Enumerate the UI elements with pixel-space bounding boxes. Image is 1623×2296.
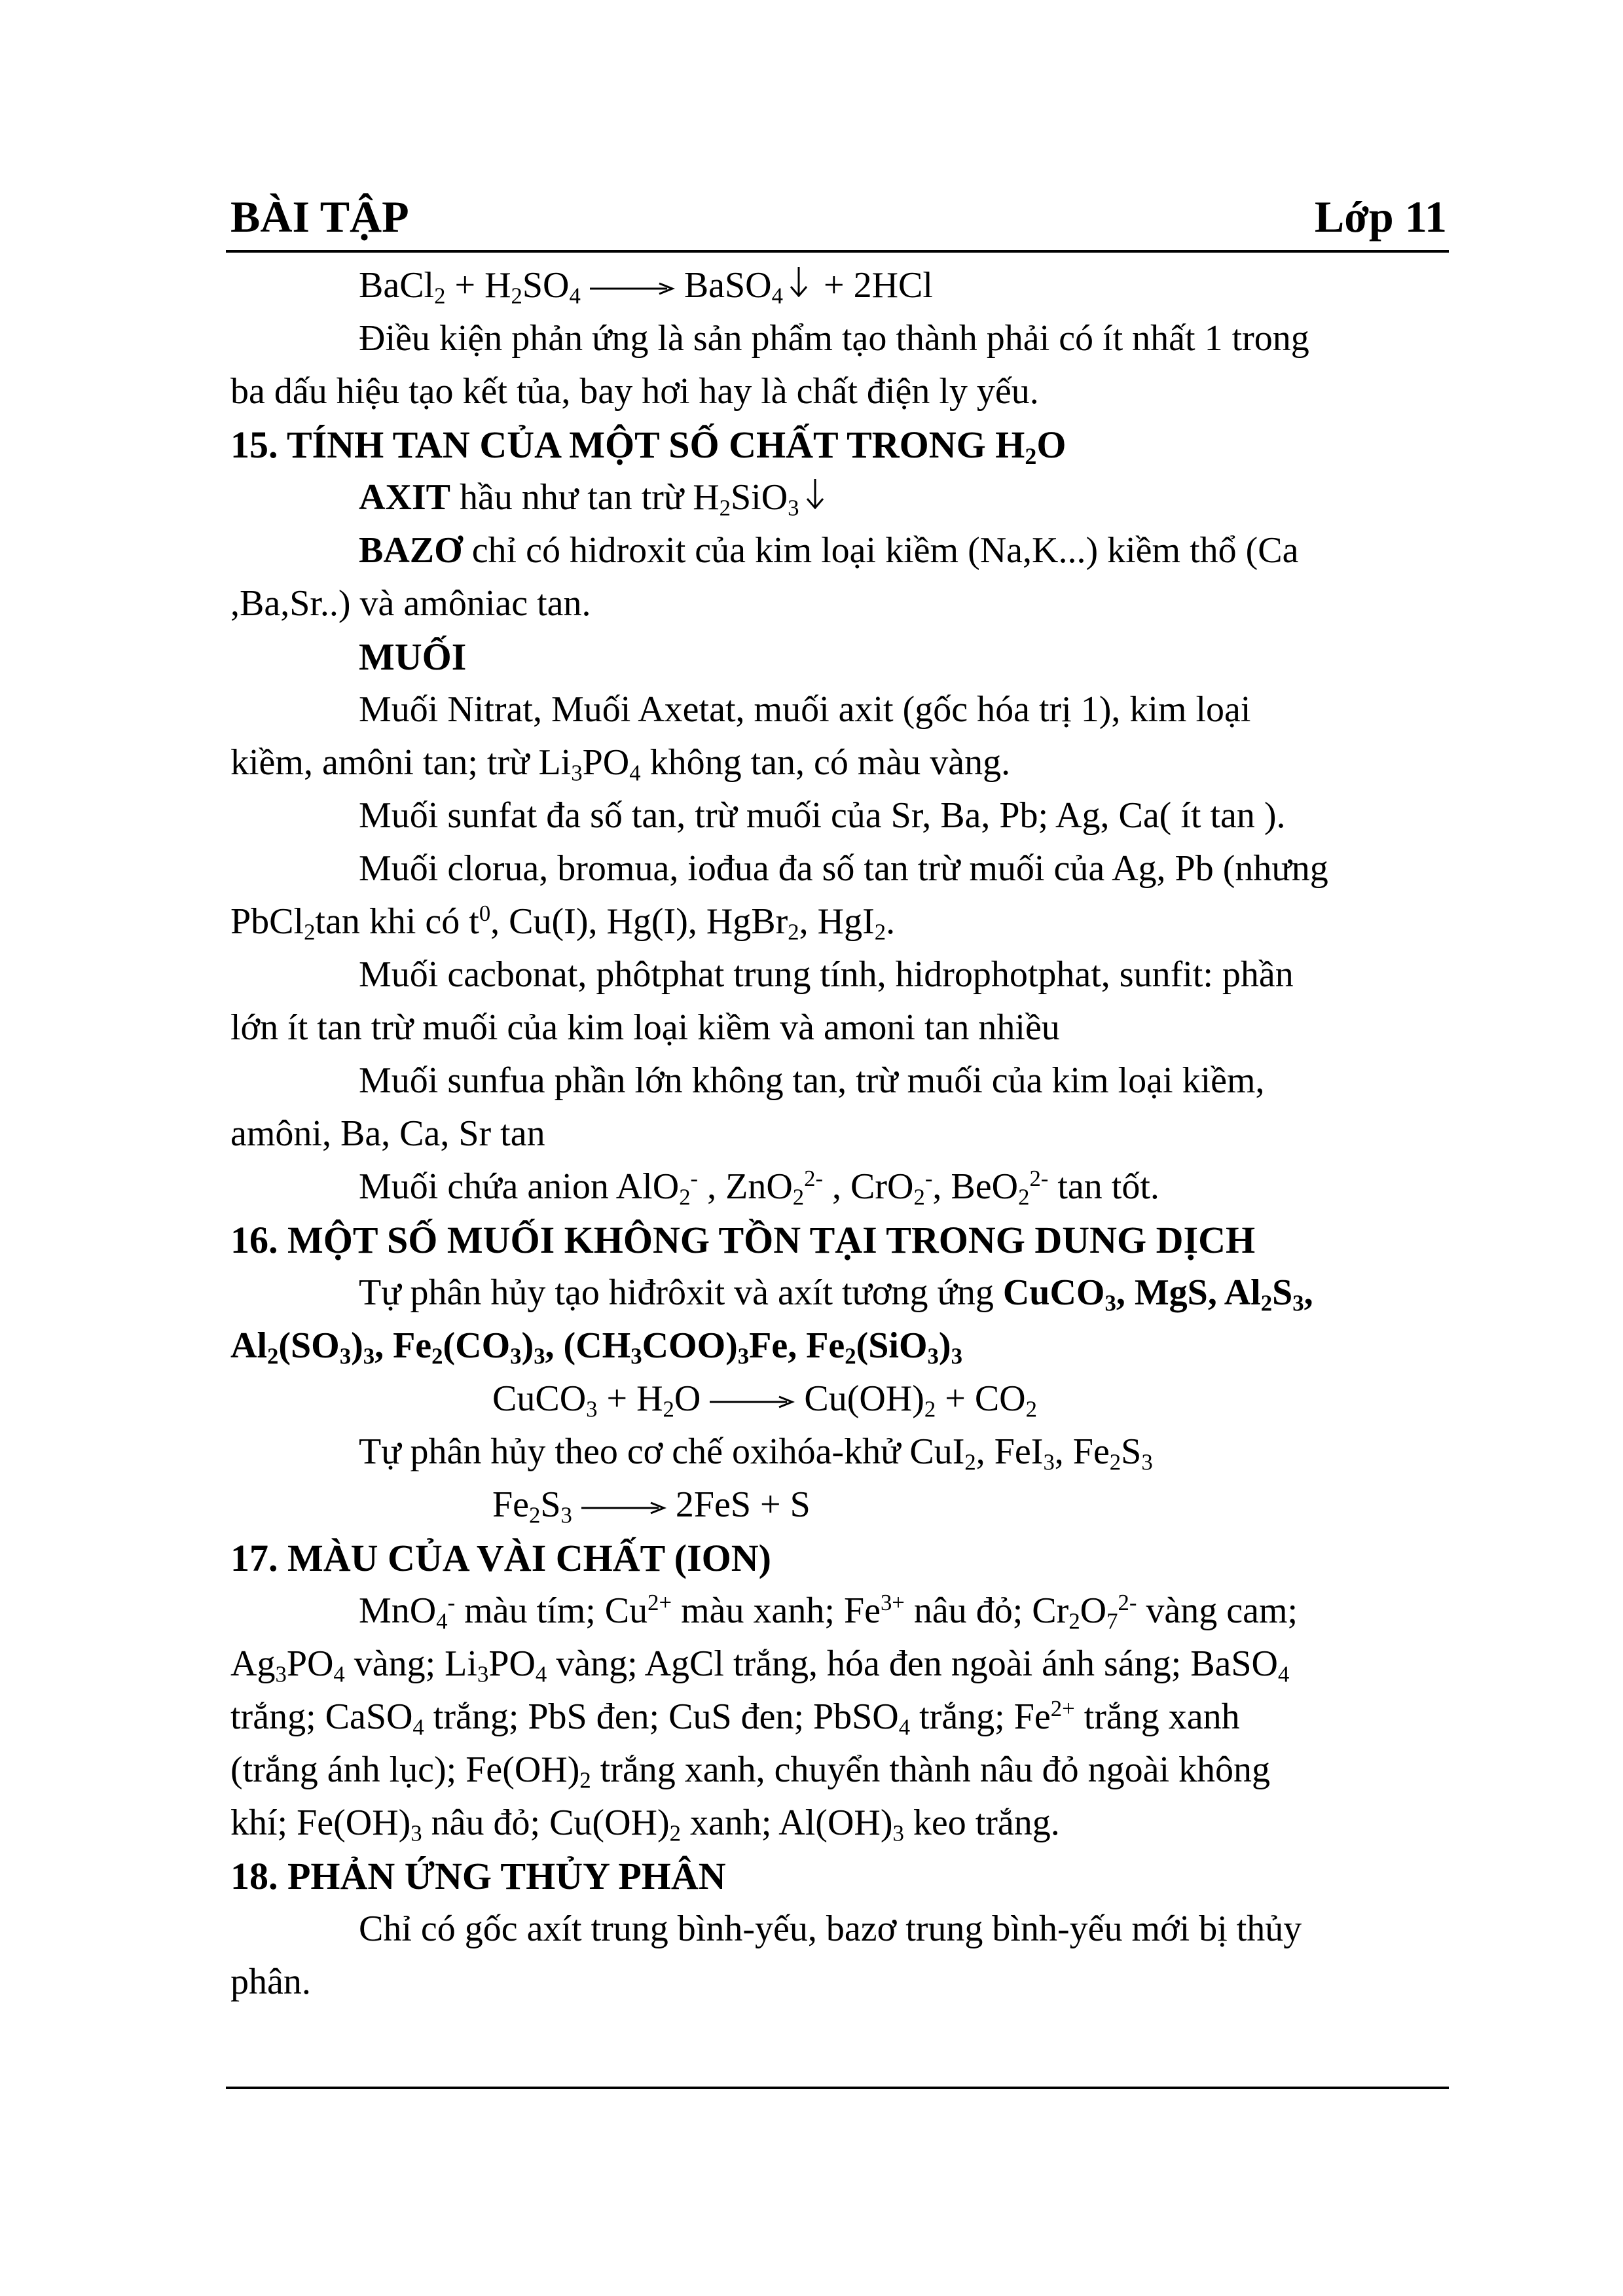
paragraph-line: Điều kiện phản ứng là sản phẩm tạo thành phải có ít nhất 1 trong <box>359 318 1309 359</box>
paragraph-line: ,Ba,Sr..) và amôniac tan. <box>230 583 591 624</box>
subheading-muoi: MUỐI <box>359 636 467 678</box>
paragraph-line: ba dấu hiệu tạo kết tủa, bay hơi hay là chất điện ly yếu. <box>230 371 1039 412</box>
paragraph-line: MnO$_4$- màu tím; $Cu^{2+}$ màu xanh; $Fe^{3+}$ nâu đỏ; $Cr_2O_7^{2-}$ vàng cam; <box>359 1589 1298 1634</box>
right-arrow-icon <box>590 282 675 295</box>
page-header <box>230 191 1447 250</box>
paragraph-line: lớn ít tan trừ muối của kim loại kiềm và amoni tan nhiều <box>230 1007 1060 1048</box>
section-heading-16: 16. MỘT SỐ MUỐI KHÔNG TỒN TẠI TRONG DUNG DỊCH <box>230 1219 1256 1261</box>
paragraph-line: Tự phân hủy theo cơ chế oxihóa-khử CuI$_2$, FeI$_3$, $Fe_2S_3$ <box>359 1431 1153 1475</box>
paragraph-line: Muối sunfua phần lớn không tan, trừ muối của kim loại kiềm, <box>359 1060 1265 1101</box>
equation-fe2s3: $Fe_2S_3$ 2FeS + S <box>492 1484 811 1528</box>
paragraph-line: Muối Nitrat, Muối Axetat, muối axit (gốc hóa trị 1), kim loại <box>359 689 1251 730</box>
paragraph-line: Muối clorua, bromua, iođua đa số tan trừ muối của Ag, Pb (nhưng <box>359 848 1328 889</box>
right-arrow-icon <box>710 1395 795 1408</box>
paragraph-line: phân. <box>230 1962 311 2002</box>
footer-rule <box>226 2087 1449 2089</box>
paragraph-line: BAZƠ chỉ có hidroxit của kim loại kiềm (Na,K...) kiềm thổ (Ca <box>359 530 1299 571</box>
paragraph-line: khí; $Fe(OH)_3$ nâu đỏ; $Cu(OH)_2$ xanh; $Al(OH)_3$ keo trắng. <box>230 1803 1060 1846</box>
paragraph-line: (trắng ánh lục); $Fe(OH)_2$ trắng xanh, chuyển thành nâu đỏ ngoài không <box>230 1749 1271 1793</box>
paragraph-line: Chỉ có gốc axít trung bình-yếu, bazơ trung bình-yếu mới bị thủy <box>359 1909 1302 1949</box>
paragraph-line: Muối chứa anion AlO$_2$- , ZnO$_2^{2-}$ , CrO$_2$-, BeO$_2^{2-}$ tan tốt. <box>359 1165 1159 1210</box>
down-arrow-icon <box>806 471 824 524</box>
paragraph-line: $Al_2(SO_3)_3$, $Fe_2(CO_3)_3$, $(CH_3COO)_3Fe$, $Fe_2(SiO_3)_3$ <box>230 1325 962 1369</box>
paragraph-line: kiềm, amôni tan; trừ $Li_3PO_4$ không tan, có màu vàng. <box>230 742 1011 786</box>
header-grade: Lớp 11 <box>1314 192 1447 242</box>
paragraph-line: trắng; CaSO$_4$ trắng; PbS đen; CuS đen; PbSO$_4$ trắng; $Fe^{2+}$ trắng xanh <box>230 1695 1240 1740</box>
paragraph-line: AXIT hầu như tan trừ $H_2SiO_3$ <box>230 471 1447 524</box>
document-body <box>230 259 1447 2009</box>
paragraph-line: Muối sunfat đa số tan, trừ muối của Sr, Ba, Pb; Ag, Ca( ít tan ). <box>359 795 1286 836</box>
paragraph-line: amôni, Ba, Ca, Sr tan <box>230 1113 545 1154</box>
equation-cuco3: CuCO$_3$ + $H_2O$ $Cu(OH)_2 + CO_2$ <box>492 1378 1037 1422</box>
paragraph-line: Muối cacbonat, phôtphat trung tính, hidrophotphat, sunfit: phần <box>359 954 1294 995</box>
right-arrow-icon <box>581 1501 666 1515</box>
paragraph-line: Tự phân hủy tạo hiđrôxit và axít tương ứng CuCO$_3$, MgS, $Al_2S_3$, <box>359 1272 1313 1316</box>
header-title: BÀI TẬP <box>230 192 409 242</box>
section-heading-15: 15. TÍNH TAN CỦA MỘT SỐ CHẤT TRONG $H_2O$ <box>230 423 1067 470</box>
down-arrow-icon <box>790 259 808 312</box>
paragraph-line: $Ag_3PO_4$ vàng; $Li_3PO_4$ vàng; AgCl trắng, hóa đen ngoài ánh sáng; BaSO$_4$ <box>230 1643 1290 1687</box>
section-heading-17: 17. MÀU CỦA VÀI CHẤT (ION) <box>230 1537 771 1579</box>
header-rule <box>226 250 1449 253</box>
paragraph-line: PbCl$_2$tan khi có $t^0$, Cu(I), Hg(I), HgBr$_2$, HgI$_2$. <box>230 900 896 945</box>
equation-bacl2: BaCl$_2$ + $H_2SO_4$ BaSO$_4$ + 2HCl <box>230 259 1447 312</box>
section-heading-18: 18. PHẢN ỨNG THỦY PHÂN <box>230 1855 726 1897</box>
